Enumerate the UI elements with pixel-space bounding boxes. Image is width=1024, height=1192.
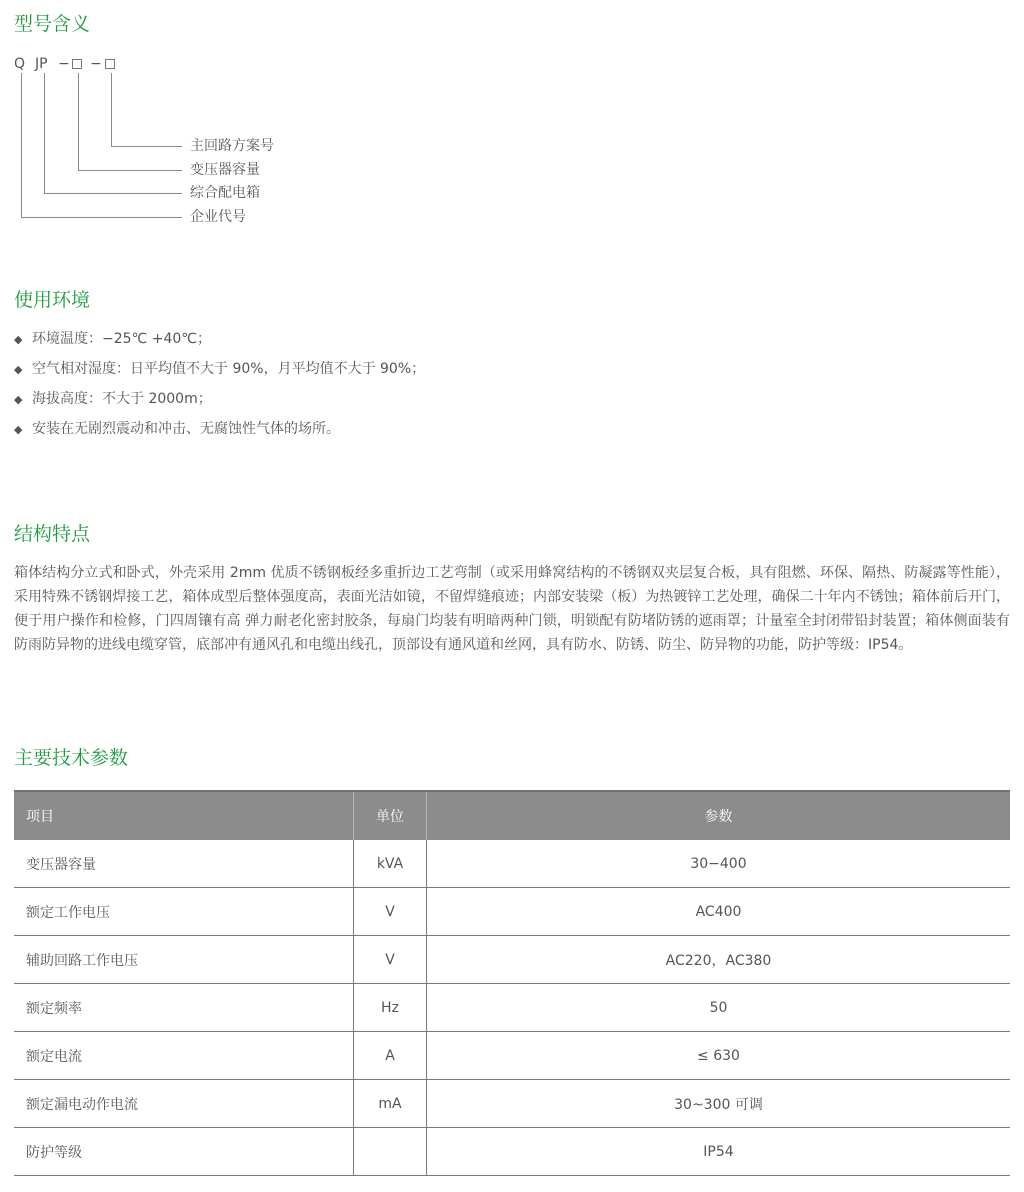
- legend-transformer-capacity: 变压器容量: [190, 162, 260, 178]
- table-row: [14, 1032, 1010, 1080]
- cell-unit: kVA: [354, 840, 427, 888]
- parameters-table: [14, 790, 1010, 1176]
- cell-value: 30~300 可调: [427, 1080, 1011, 1128]
- cell-item: 变压器容量: [14, 840, 354, 888]
- parameters-heading: 主要技术参数: [14, 747, 129, 769]
- diamond-bullet-icon: ◆: [14, 423, 23, 436]
- cell-item: 额定频率: [14, 984, 354, 1032]
- list-item: ◆ 空气相对湿度：日平均值不大于 90%，月平均值不大于 90%；: [14, 356, 425, 386]
- table-row: [14, 888, 1010, 936]
- structure-heading: 结构特点: [14, 523, 91, 545]
- table-row: [14, 840, 1010, 888]
- legend-company-code: 企业代号: [190, 209, 246, 225]
- diamond-bullet-icon: ◆: [14, 363, 23, 376]
- table-row: [14, 936, 1010, 984]
- model-code-dash-2: −: [90, 56, 102, 72]
- list-item: ◆ 安装在无剧烈震动和冲击、无腐蚀性气体的场所。: [14, 416, 425, 446]
- cell-unit: [354, 1128, 427, 1176]
- model-code-connector-lines: [0, 0, 200, 230]
- environment-list: [14, 326, 425, 446]
- environment-heading: 使用环境: [14, 289, 91, 311]
- cell-value: 30−400: [427, 840, 1011, 888]
- cell-item: 辅助回路工作电压: [14, 936, 354, 984]
- cell-item: 额定漏电动作电流: [14, 1080, 354, 1128]
- legend-distribution-box: 综合配电箱: [190, 185, 260, 201]
- table-row: [14, 984, 1010, 1032]
- cell-unit: Hz: [354, 984, 427, 1032]
- list-item: ◆ 环境温度：−25℃ +40℃；: [14, 326, 425, 356]
- legend-main-circuit-scheme: 主回路方案号: [190, 138, 274, 154]
- header-unit: 单位: [354, 791, 427, 840]
- model-meaning-heading: 型号含义: [14, 13, 91, 35]
- model-code-dash-1: −: [58, 56, 70, 72]
- model-code-jp: JP: [35, 56, 48, 72]
- diamond-bullet-icon: ◆: [14, 333, 23, 346]
- cell-unit: V: [354, 936, 427, 984]
- cell-item: 额定工作电压: [14, 888, 354, 936]
- cell-item: 防护等级: [14, 1128, 354, 1176]
- cell-value: AC400: [427, 888, 1011, 936]
- cell-unit: mA: [354, 1080, 427, 1128]
- cell-value: IP54: [427, 1128, 1011, 1176]
- list-item: ◆ 海拔高度：不大于 2000m；: [14, 386, 425, 416]
- diamond-bullet-icon: ◆: [14, 393, 23, 406]
- cell-item: 额定电流: [14, 1032, 354, 1080]
- table-row: [14, 1080, 1010, 1128]
- cell-value: 50: [427, 984, 1011, 1032]
- cell-value: ≤ 630: [427, 1032, 1011, 1080]
- cell-value: AC220，AC380: [427, 936, 1011, 984]
- cell-unit: V: [354, 888, 427, 936]
- header-value: 参数: [427, 791, 1011, 840]
- cell-unit: A: [354, 1032, 427, 1080]
- header-item: 项目: [14, 791, 354, 840]
- structure-paragraph: 箱体结构分立式和卧式，外壳采用 2mm 优质不锈钢板经多重折边工艺弯制（或采用蜂窝结构的不锈钢双夹层复合板，具有阻燃、环保、隔热、防凝露等性能），采用特殊不锈钢焊接工艺，箱体成型后整体强度高，表面光洁如镜，不留焊缝痕迹；内部安装梁（板）为热镀锌工艺处理，确保二十年内不锈蚀；箱体前后开门，便于用户操作和检修，门四周镶有高 弹力耐老化密封胶条，每扇门均装有明暗两种门锁，明锁配有防堵防锈的遮雨罩；计量室全封闭带铅封装置；箱体侧面装有防雨防异物的进线电缆穿管，底部冲有通风孔和电缆出线孔，顶部设有通风道和丝网，具有防水、防锈、防尘、防异物的功能，防护等级：IP54。: [14, 565, 1010, 653]
- table-header-row: [14, 791, 1010, 840]
- model-code-q: Q: [14, 56, 26, 72]
- table-row: [14, 1128, 1010, 1176]
